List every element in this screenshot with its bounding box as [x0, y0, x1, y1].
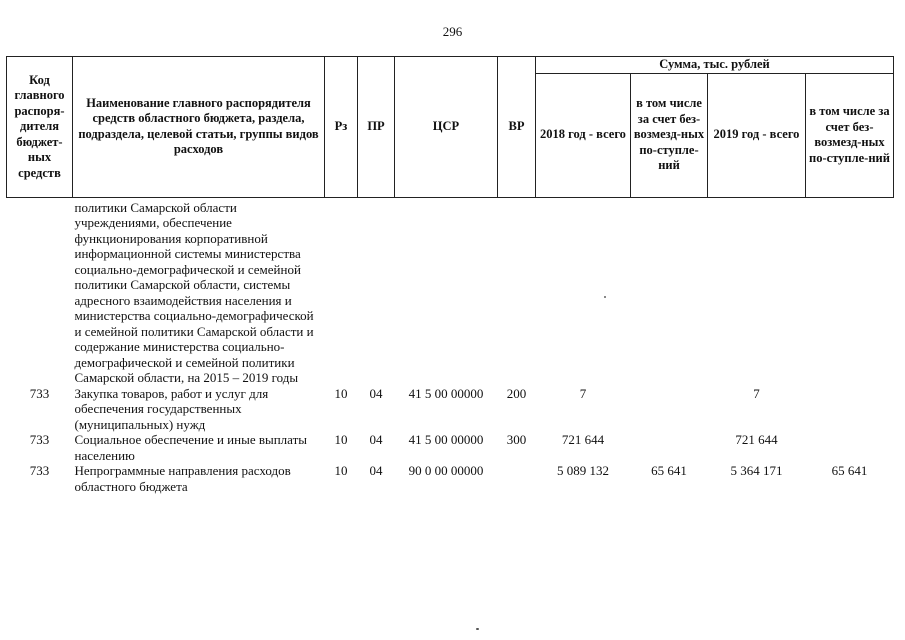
- cell-vr: [498, 197, 536, 386]
- cell-name: политики Самарской области учреждениями, обеспечение функционирования корпоративной информационной системы министерства социально-демографической и семейной политики Самарской области, системы адресного взаимодействия населения и министерства социально-демографической и семейной политики Самарской области и содержание министерства социально-демографической и семейной политики Самарской области, на 2015 – 2019 годы: [74, 199, 314, 385]
- cell-pr: [358, 197, 395, 386]
- header-2019-total: 2019 год - всего: [708, 73, 806, 197]
- cell-2018-free: [631, 432, 708, 463]
- cell-2019-free: [806, 197, 894, 386]
- cell-rz: 10: [334, 385, 348, 401]
- header-code: Код главного распоря-дителя бюджет-ных средств: [7, 57, 73, 198]
- cell-csr: 41 5 00 00000: [408, 432, 484, 447]
- header-name: Наименование главного распорядителя средств областного бюджета, раздела, подраздела, целевой статьи, группы видов расходов: [73, 57, 325, 198]
- cell-2018-free: [631, 386, 708, 433]
- cell-code: [7, 197, 73, 386]
- table-row: [7, 386, 894, 433]
- cell-csr: 41 5 00 00000: [408, 385, 484, 401]
- cell-2019-free: [806, 386, 894, 433]
- cell-code: 733: [29, 432, 50, 447]
- cell-2018-total: 5 089 132: [557, 463, 609, 478]
- cell-code: 733: [29, 463, 50, 478]
- cell-2019-total: 7: [753, 385, 760, 401]
- cell-2018-total: [536, 197, 631, 386]
- cell-2019-total: [708, 197, 806, 386]
- header-2019-free: в том числе за счет без-возмезд-ных по-ступле-ний: [806, 73, 894, 197]
- budget-table: [6, 56, 894, 494]
- scan-speck: [604, 296, 606, 298]
- cell-code: 733: [29, 385, 50, 401]
- cell-2019-free: 65 641: [831, 463, 868, 478]
- cell-vr: 300: [506, 432, 527, 447]
- table-row: [7, 197, 894, 386]
- cell-pr: 04: [369, 432, 383, 447]
- cell-csr: [395, 197, 498, 386]
- page-number: 296: [442, 24, 463, 39]
- cell-rz: 10: [334, 432, 348, 447]
- header-vr: ВР: [498, 57, 536, 198]
- cell-name: Непрограммные направления расходов областного бюджета: [74, 463, 291, 494]
- cell-pr: 04: [369, 463, 383, 478]
- header-sum-group: Сумма, тыс. рублей: [536, 57, 894, 74]
- cell-2018-total: 7: [579, 385, 587, 401]
- cell-vr: [498, 463, 536, 494]
- table-row: [7, 432, 894, 463]
- cell-vr: 200: [506, 385, 527, 401]
- cell-rz: [325, 197, 358, 386]
- cell-pr: 04: [369, 385, 383, 401]
- cell-csr: 90 0 00 00000: [408, 463, 484, 478]
- cell-name: Социальное обеспечение и иные выплаты населению: [74, 432, 308, 463]
- header-pr: ПР: [358, 57, 395, 198]
- table-row: [7, 463, 894, 494]
- header-rz: Рз: [325, 57, 358, 198]
- cell-2018-free: 65 641: [651, 463, 687, 478]
- header-2018-total: 2018 год - всего: [536, 73, 631, 197]
- cell-2019-free: [806, 432, 894, 463]
- header-2018-free: в том числе за счет без-возмезд-ных по-ступле-ний: [631, 73, 708, 197]
- cell-2018-free: [631, 197, 708, 386]
- header-csr: ЦСР: [395, 57, 498, 198]
- cell-2019-total: 5 364 171: [730, 463, 783, 478]
- cell-2019-total: 721 644: [735, 432, 778, 447]
- cell-2018-total: 721 644: [561, 432, 605, 447]
- cell-name: Закупка товаров, работ и услуг для обеспечения государственных (муниципальных) нужд: [74, 385, 269, 432]
- scan-speck: [476, 628, 479, 630]
- cell-rz: 10: [334, 463, 348, 478]
